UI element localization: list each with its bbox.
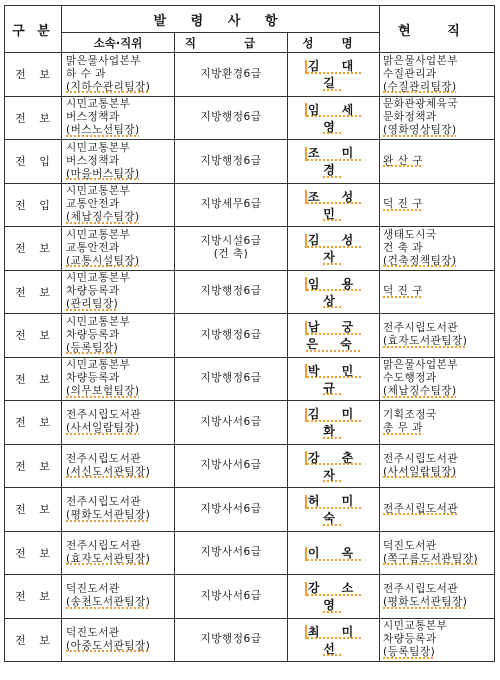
- cell-line: 시민교통본부: [66, 141, 131, 154]
- cell-line: 문화정책과: [383, 111, 437, 124]
- person-name-text: 김 미 화: [307, 407, 363, 439]
- table-row: [5, 575, 495, 619]
- cell-line: (관리팀장): [66, 298, 119, 311]
- current-position-cell: [380, 314, 495, 358]
- header-gubun: 구 분: [5, 6, 62, 53]
- current-position-cell: [380, 357, 495, 401]
- grade-cell: [175, 401, 288, 445]
- cell-line: 버스정책과: [66, 154, 120, 167]
- grade-cell: [175, 444, 288, 488]
- org-position-cell: [62, 444, 175, 488]
- header-name: 성 명: [288, 33, 380, 53]
- order-type: 전 보: [5, 357, 62, 401]
- cell-line: 차량등록과: [66, 285, 120, 298]
- cell-line: 시민교통본부: [66, 359, 131, 372]
- cell-line: 시민교통본부: [66, 185, 131, 198]
- cell-line: (효자도서관팀장): [383, 335, 468, 348]
- org-position-cell: [62, 314, 175, 358]
- current-position-cell: [380, 270, 495, 314]
- person-name-text: 박 민 규: [307, 363, 363, 395]
- grade-cell: [175, 53, 288, 97]
- cell-line: (사서일람팀장): [66, 422, 140, 435]
- cell-line: 지방사서6급: [200, 459, 262, 472]
- highlight-marker: [305, 495, 307, 509]
- person-name: [288, 575, 380, 619]
- order-type: 전 보: [5, 314, 62, 358]
- person-name: [288, 183, 380, 227]
- cell-line: 차량등록과: [66, 372, 120, 385]
- cell-line: 문화관광체육국: [383, 98, 459, 111]
- highlight-marker: [305, 321, 307, 335]
- cell-line: 지방환경6급: [200, 67, 262, 80]
- cell-line: 기획조정국: [383, 409, 437, 422]
- person-name: [288, 314, 380, 358]
- cell-line: 시민교통본부: [383, 620, 448, 633]
- cell-line: (체납징수팀장): [66, 211, 140, 224]
- org-position-cell: [62, 96, 175, 140]
- highlight-marker: [305, 277, 307, 291]
- cell-line: (쪽구름도서관팀장): [383, 552, 479, 565]
- cell-line: 지방행정6급: [200, 633, 262, 646]
- table-row: [5, 270, 495, 314]
- person-name: [288, 227, 380, 271]
- order-type: 전 보: [5, 96, 62, 140]
- cell-line: (의무보험팀장): [66, 385, 140, 398]
- cell-line: 차량등록과: [383, 633, 437, 646]
- person-name-text: 강 소 영: [307, 581, 363, 613]
- org-position-cell: [62, 531, 175, 575]
- cell-line: 지방사서6급: [200, 546, 262, 559]
- order-type: 전 입: [5, 183, 62, 227]
- highlight-marker: [305, 190, 307, 204]
- cell-line: 전주시립도서관: [66, 539, 142, 552]
- grade-cell: [175, 488, 288, 532]
- table-row: [5, 53, 495, 97]
- cell-line: 지방사서6급: [200, 415, 262, 428]
- highlight-marker: [305, 234, 307, 248]
- cell-line: 수도행정과: [383, 372, 437, 385]
- cell-line: 맑은물사업본부: [383, 359, 459, 372]
- current-position-cell: [380, 401, 495, 445]
- person-name: [288, 53, 380, 97]
- highlight-marker: [305, 408, 307, 422]
- current-position-cell: [380, 444, 495, 488]
- cell-line: (지하수관리팀장): [66, 80, 151, 93]
- person-name: [288, 444, 380, 488]
- cell-line: 전주시립도서관: [383, 583, 459, 596]
- cell-line: (영화영상팀장): [383, 124, 457, 137]
- table-row: [5, 96, 495, 140]
- cell-line: (아중도서관팀장): [66, 639, 151, 652]
- current-position-cell: [380, 96, 495, 140]
- cell-line: (건축정책팀장): [383, 254, 457, 267]
- cell-line: 전주시립도서관: [66, 452, 142, 465]
- cell-line: 시민교통본부: [66, 98, 131, 111]
- current-position-cell: [380, 618, 495, 662]
- org-position-cell: [62, 575, 175, 619]
- org-position-cell: [62, 401, 175, 445]
- cell-line: (등록팀장): [66, 341, 119, 354]
- cell-line: (교통시설팀장): [66, 254, 140, 267]
- cell-line: 지방행정6급: [200, 154, 262, 167]
- cell-line: (송천도서관팀장): [66, 596, 151, 609]
- header-current-position: 현 직: [380, 6, 495, 53]
- highlight-marker: [305, 147, 307, 161]
- grade-cell: [175, 270, 288, 314]
- personnel-order-table: [4, 5, 495, 662]
- person-name-text: 남 궁 은 숙: [306, 320, 363, 352]
- person-name: [288, 357, 380, 401]
- person-name-text: 조 미 경: [307, 146, 363, 178]
- cell-line: (평화도서관팀장): [66, 509, 151, 522]
- current-position-cell: [380, 140, 495, 184]
- grade-cell: [175, 96, 288, 140]
- person-name-text: 김 대 길: [307, 59, 363, 91]
- cell-line: (서신도서관팀장): [66, 465, 151, 478]
- cell-line: 전주시립도서관: [383, 502, 459, 515]
- person-name-text: 임 용 상: [307, 276, 363, 308]
- cell-line: 지방세무6급: [200, 198, 262, 211]
- highlight-marker: [305, 60, 307, 74]
- table-body: [5, 53, 495, 662]
- cell-line: (사서일람팀장): [383, 465, 457, 478]
- cell-line: 수질관리과: [383, 67, 437, 80]
- cell-line: (등록팀장): [383, 646, 436, 659]
- cell-line: 지방행정6급: [200, 285, 262, 298]
- cell-line: 전주시립도서관: [66, 496, 142, 509]
- grade-cell: [175, 618, 288, 662]
- grade-cell: [175, 531, 288, 575]
- cell-line: 지방행정6급: [200, 328, 262, 341]
- highlight-marker: [305, 625, 307, 639]
- table-row: [5, 488, 495, 532]
- highlight-marker: [305, 582, 307, 596]
- cell-line: (체납징수팀장): [383, 385, 457, 398]
- cell-line: (효자도서관팀장): [66, 552, 151, 565]
- cell-line: 교통안전과: [66, 241, 120, 254]
- table-row: [5, 444, 495, 488]
- table-row: [5, 314, 495, 358]
- table-row: [5, 401, 495, 445]
- order-type: 전 보: [5, 270, 62, 314]
- cell-line: 시민교통본부: [66, 272, 131, 285]
- cell-line: 지방행정6급: [200, 372, 262, 385]
- cell-line: 시민교통본부: [66, 315, 131, 328]
- cell-line: 하 수 과: [66, 67, 106, 80]
- table-row: [5, 227, 495, 271]
- order-type: 전 보: [5, 444, 62, 488]
- person-name-text: 조 성 민: [307, 189, 363, 221]
- cell-line: 차량등록과: [66, 328, 120, 341]
- cell-line: 전주시립도서관: [66, 409, 142, 422]
- cell-line: 교통안전과: [66, 198, 120, 211]
- cell-line: 덕진도서관: [383, 539, 437, 552]
- order-type: 전 보: [5, 618, 62, 662]
- org-position-cell: [62, 140, 175, 184]
- current-position-cell: [380, 531, 495, 575]
- current-position-cell: [380, 183, 495, 227]
- org-position-cell: [62, 488, 175, 532]
- cell-line: 생태도시국: [383, 228, 437, 241]
- grade-cell: [175, 140, 288, 184]
- table-row: [5, 357, 495, 401]
- table-row: [5, 183, 495, 227]
- order-type: 전 입: [5, 140, 62, 184]
- org-position-cell: [62, 53, 175, 97]
- person-name-text: 최 미 선: [307, 624, 363, 656]
- table-row: [5, 140, 495, 184]
- order-type: 전 보: [5, 401, 62, 445]
- person-name: [288, 488, 380, 532]
- grade-cell: [175, 357, 288, 401]
- highlight-marker: [305, 103, 307, 117]
- cell-line: 맑은물사업본부: [383, 54, 459, 67]
- header-grade: 직 급: [175, 33, 288, 53]
- person-name: [288, 531, 380, 575]
- person-name: [288, 140, 380, 184]
- org-position-cell: [62, 270, 175, 314]
- person-name-text: 강 춘 자: [307, 450, 363, 482]
- grade-cell: [175, 575, 288, 619]
- cell-line: (수질관리팀장): [383, 80, 457, 93]
- cell-line: 지방행정6급: [200, 111, 262, 124]
- cell-line: 버스정책과: [66, 111, 120, 124]
- person-name: [288, 401, 380, 445]
- cell-line: 전주시립도서관: [383, 452, 459, 465]
- current-position-cell: [380, 488, 495, 532]
- table-row: [5, 618, 495, 662]
- order-type: 전 보: [5, 227, 62, 271]
- highlight-marker: [305, 547, 307, 561]
- order-type: 전 보: [5, 531, 62, 575]
- person-name: [288, 618, 380, 662]
- grade-cell: [175, 314, 288, 358]
- personnel-order-document: [4, 5, 494, 662]
- cell-line: (버스노선팀장): [66, 124, 140, 137]
- cell-line: 전주시립도서관: [383, 322, 459, 335]
- cell-line: 총 무 과: [383, 422, 423, 435]
- cell-line: 건 축 과: [383, 241, 423, 254]
- cell-line: 시민교통본부: [66, 228, 131, 241]
- cell-line: 덕 진 구: [383, 198, 423, 211]
- cell-line: 지방시설6급: [200, 235, 262, 248]
- grade-cell: [175, 227, 288, 271]
- order-type: 전 보: [5, 53, 62, 97]
- highlight-marker: [305, 451, 307, 465]
- header-org-position: 소속·직위: [62, 33, 175, 53]
- cell-line: 덕진도서관: [66, 583, 120, 596]
- person-name: [288, 96, 380, 140]
- highlight-marker: [305, 364, 307, 378]
- cell-line: 맑은물사업본부: [66, 54, 142, 67]
- current-position-cell: [380, 575, 495, 619]
- person-name-text: 허 미 숙: [307, 494, 363, 526]
- cell-line: 완 산 구: [383, 154, 423, 167]
- order-type: 전 보: [5, 488, 62, 532]
- cell-line: (마을버스팀장): [66, 167, 140, 180]
- cell-line: (평화도서관팀장): [383, 596, 468, 609]
- org-position-cell: [62, 357, 175, 401]
- cell-line: 덕 진 구: [383, 285, 423, 298]
- current-position-cell: [380, 53, 495, 97]
- person-name-text: 임 세 영: [307, 102, 363, 134]
- grade-cell: [175, 183, 288, 227]
- current-position-cell: [380, 227, 495, 271]
- cell-line: 지방사서6급: [200, 589, 262, 602]
- cell-line: 지방사서6급: [200, 502, 262, 515]
- cell-line: 덕진도서관: [66, 626, 120, 639]
- org-position-cell: [62, 618, 175, 662]
- person-name-text: 이 옥: [307, 546, 363, 561]
- person-name-text: 김 성 자: [307, 233, 363, 265]
- person-name: [288, 270, 380, 314]
- org-position-cell: [62, 227, 175, 271]
- header-order-group: 발 령 사 항: [62, 6, 380, 33]
- org-position-cell: [62, 183, 175, 227]
- order-type: 전 보: [5, 575, 62, 619]
- table-row: [5, 531, 495, 575]
- cell-line: (건 축): [213, 248, 249, 261]
